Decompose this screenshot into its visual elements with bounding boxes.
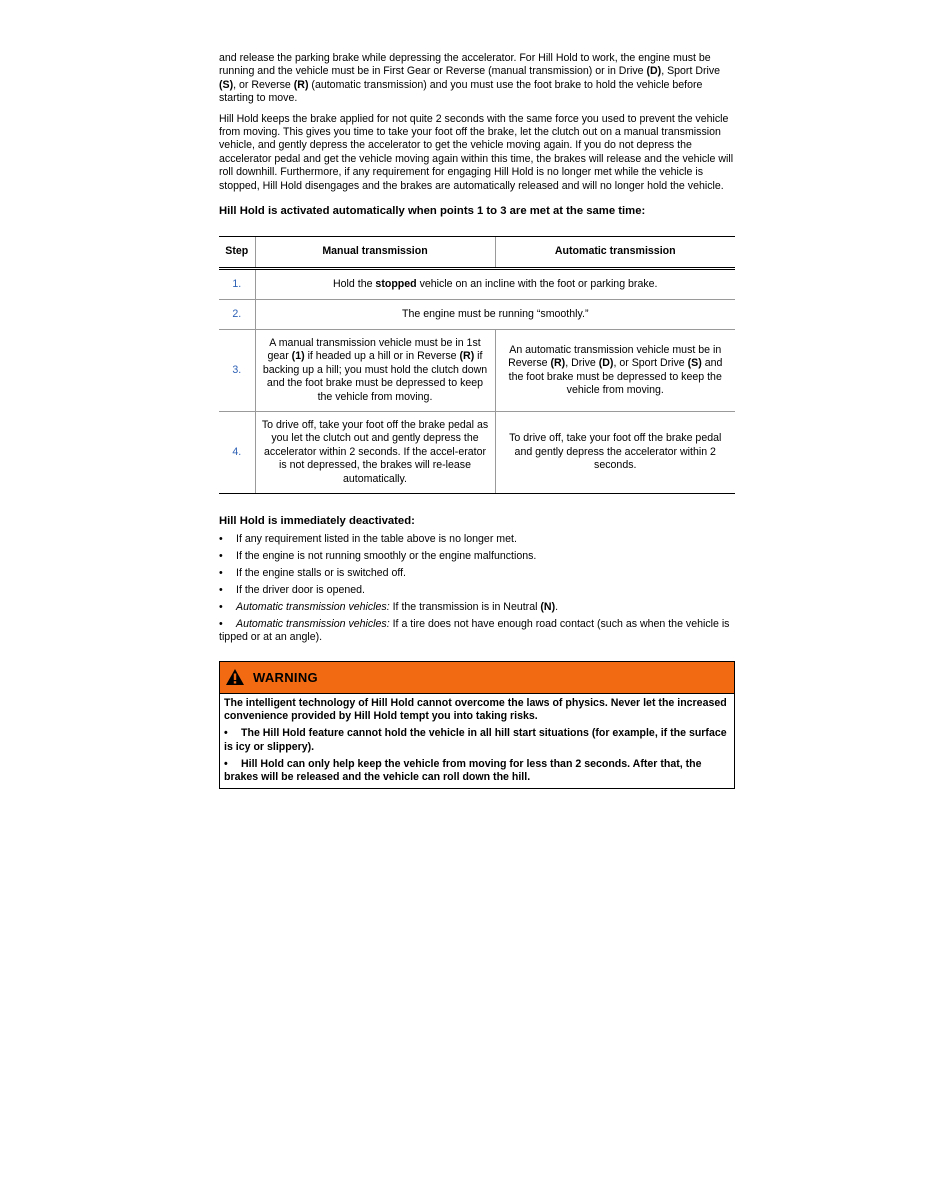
table-row bbox=[219, 300, 735, 330]
automatic-cell: To drive off, take your foot off the brake pedal and gently depress the accelerator within 2 seconds. bbox=[495, 412, 735, 494]
list-item: • If the engine stalls or is switched off. bbox=[219, 567, 406, 580]
warning-body bbox=[220, 694, 734, 788]
warning-header bbox=[220, 662, 734, 694]
bullet-icon: • bbox=[219, 584, 223, 597]
intro-paragraph-2: Hill Hold keeps the brake applied for not quite 2 seconds with the same force you used to prevent the vehicle from moving. This gives you time to take your foot off the brake, let the clutch out on a manual transmission vehicle, and gently depress the accelerator to get the vehicle moving again. If you do not depress the accelerator pedal and get the vehicle moving again within this time, the brakes will release and the vehicle will roll downhill. Furthermore, if any requirement for engaging Hill Hold is no longer met while the vehicle is stopped, Hill Hold disengages and the brakes are automatically released and will no longer hold the vehicle. bbox=[219, 112, 734, 192]
activation-heading: Hill Hold is activated automatically when points 1 to 3 are met at the same time: bbox=[219, 205, 646, 218]
step-description: The engine must be running “smoothly.” bbox=[255, 300, 735, 330]
automatic-cell: An automatic transmission vehicle must be in Reverse (R), Drive (D), or Sport Drive (S) and the foot brake must be depressed to keep the vehicle from moving. bbox=[495, 330, 735, 412]
deactivation-list bbox=[219, 533, 735, 645]
bullet-icon: • bbox=[224, 757, 228, 770]
list-item: • Automatic transmission vehicles: If the transmission is in Neutral (N). bbox=[219, 601, 559, 614]
header-manual: Manual transmission bbox=[255, 237, 495, 269]
table-row bbox=[219, 330, 735, 412]
table-row bbox=[219, 412, 735, 494]
bullet-icon: • bbox=[219, 567, 223, 580]
list-item: • If the engine is not running smoothly or the engine malfunctions. bbox=[219, 550, 537, 563]
bullet-icon: • bbox=[219, 618, 223, 631]
list-item: • If any requirement listed in the table above is no longer met. bbox=[219, 533, 517, 546]
step-number: 3. bbox=[219, 330, 255, 412]
bullet-icon: • bbox=[219, 550, 223, 563]
manual-page bbox=[219, 52, 735, 789]
intro-paragraph-1: and release the parking brake while depressing the accelerator. For Hill Hold to work, the engine must be running and the vehicle must be in First Gear or Reverse (manual transmission) or in Drive (D), Sport Drive (S), or Reverse (R) (automatic transmission) and you must use the foot brake to hold the vehicle before starting to move. bbox=[219, 52, 721, 105]
table-row bbox=[219, 269, 735, 300]
warning-box bbox=[219, 661, 735, 789]
warning-title: WARNING bbox=[253, 669, 318, 685]
table-header-row bbox=[219, 237, 735, 269]
step-number: 2. bbox=[219, 300, 255, 330]
bullet-icon: • bbox=[219, 533, 223, 546]
warning-point: • Hill Hold can only help keep the vehicle from moving for less than 2 seconds. After that, the brakes will be released and the vehicle can roll down the hill. bbox=[224, 757, 702, 783]
warning-triangle-icon bbox=[225, 668, 245, 686]
manual-cell: A manual transmission vehicle must be in 1st gear (1) if headed up a hill or in Reverse (R) if backing up a hill; you must hold the clutch down and the foot brake must be depressed to keep the vehicle from moving. bbox=[255, 330, 495, 412]
hill-hold-steps-table bbox=[219, 236, 735, 494]
deactivation-heading: Hill Hold is immediately deactivated: bbox=[219, 515, 415, 528]
step-description: Hold the stopped vehicle on an incline with the foot or parking brake. bbox=[255, 269, 735, 300]
manual-cell: To drive off, take your foot off the brake pedal as you let the clutch out and gently depress the accelerator within 2 seconds. If the accel-erator is not depressed, the brakes will re-lease automatically. bbox=[255, 412, 495, 494]
header-automatic: Automatic transmission bbox=[495, 237, 735, 269]
bullet-icon: • bbox=[224, 727, 228, 740]
list-item: • Automatic transmission vehicles: If a tire does not have enough road contact (such as when the vehicle is tipped or at an angle). bbox=[219, 618, 730, 644]
warning-point: • The Hill Hold feature cannot hold the vehicle in all hill start situations (for example, if the surface is icy or slippery). bbox=[224, 727, 727, 753]
step-number: 4. bbox=[219, 412, 255, 494]
step-number: 1. bbox=[219, 269, 255, 300]
header-step: Step bbox=[219, 237, 255, 269]
list-item: • If the driver door is opened. bbox=[219, 584, 365, 597]
warning-intro: The intelligent technology of Hill Hold cannot overcome the laws of physics. Never let the increased convenience provided by Hill Hold tempt you into taking risks. bbox=[224, 696, 727, 723]
bullet-icon: • bbox=[219, 601, 223, 614]
